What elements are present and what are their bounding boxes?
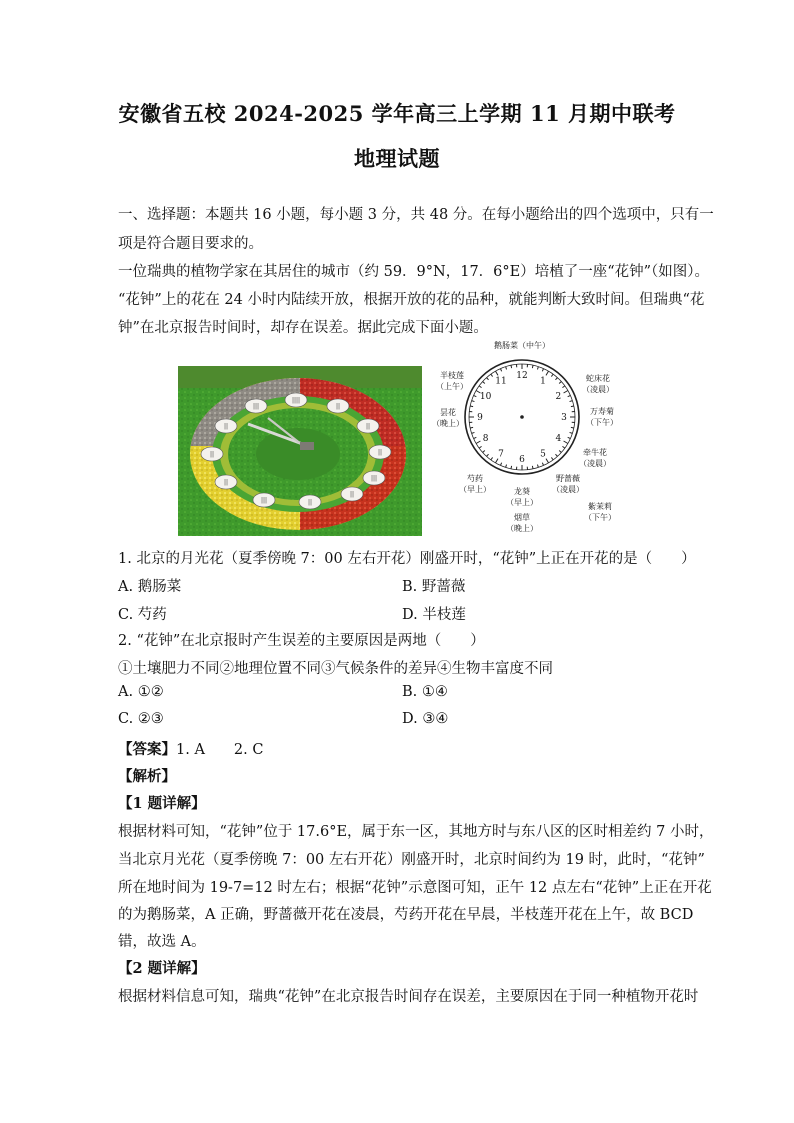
dial-tick (487, 454, 489, 456)
dial-number: 6 (519, 455, 525, 465)
svg-text:||: || (335, 403, 341, 410)
dial-tick (568, 395, 571, 396)
detail1-line: 所在地时间为 19-7=12 时左右；根据“花钟”示意图可知，正午 12 点左右“花钟”上正在开花 (118, 880, 712, 896)
label-zimoli-time: （下午） (584, 513, 616, 522)
dial-tick (470, 406, 473, 407)
dial-tick (491, 374, 493, 376)
label-shaoyao-time: （早上） (459, 485, 491, 494)
label-shechuanghua: 蛇床花 (586, 374, 610, 383)
dial-tick (564, 441, 568, 444)
dial-tick (532, 365, 533, 368)
dial-tick (562, 446, 564, 448)
label-tanhua-time: （晚上） (432, 419, 464, 428)
dial-tick (470, 427, 473, 428)
dial-tick (506, 465, 507, 468)
dial-number: 11 (495, 376, 507, 387)
label-qianniuhua-time: （凌晨） (579, 459, 611, 468)
dial-tick (570, 432, 573, 433)
dial-tick (491, 457, 493, 459)
q1-option-a[interactable]: A. 鹅肠菜 (118, 579, 182, 595)
dial-tick (568, 437, 571, 438)
answer-label: 【答案】 (118, 741, 176, 758)
dial-tick (474, 437, 477, 438)
dial-number: 12 (516, 371, 528, 381)
dial-tick (537, 465, 538, 468)
label-banzhilian: 半枝莲 (440, 371, 464, 380)
q1-option-d[interactable]: D. 半枝莲 (402, 607, 466, 623)
label-yancao-time: （晚上） (506, 524, 538, 533)
material-line: 一位瑞典的植物学家在其居住的城市（约 59．9°N，17．6°E）培植了一座“花钟”（如图）。 (118, 264, 710, 280)
dial-tick (542, 463, 543, 466)
label-echangcai: 鹅肠菜（中午） (494, 341, 550, 350)
dial-number: 7 (498, 449, 504, 460)
dial-tick (500, 369, 501, 372)
q2-option-d[interactable]: D. ③④ (402, 711, 449, 727)
q2-option-a[interactable]: A. ①② (118, 684, 164, 700)
flower-clock-photo (178, 366, 422, 536)
dial-tick (555, 378, 557, 380)
q1-option-c[interactable]: C. 芍药 (118, 607, 167, 623)
label-yeqiangwei: 野蔷薇 (556, 474, 580, 483)
dial-tick (506, 367, 507, 370)
answer-text: 1. A 2. C (176, 742, 264, 758)
dial-tick (479, 446, 481, 448)
dial-number: 2 (555, 392, 562, 402)
detail2-line: 根据材料信息可知，瑞典“花钟”在北京报告时间存在误差，主要原因在于同一种植物开花时 (118, 989, 699, 1005)
dial-tick (562, 386, 564, 388)
dial-tick (483, 382, 485, 384)
label-longkui-time: （早上） (506, 498, 538, 507)
label-shaoyao: 芍药 (467, 474, 483, 483)
dial-tick (487, 378, 489, 380)
doc-subtitle: 地理试题 (354, 146, 440, 171)
dial-tick (483, 450, 485, 452)
svg-text:|||: ||| (260, 497, 268, 504)
q1-stem: 1. 北京的月光花（夏季傍晚 7：00 左右开花）刚盛开时，“花钟”上正在开花的是（ ） (118, 551, 696, 567)
dial-number: 4 (555, 434, 562, 444)
dial-tick (551, 457, 553, 459)
dial-tick (500, 463, 501, 466)
material-line: 钟”在北京报告时间时，却存在误差。据此完成下面小题。 (118, 320, 488, 336)
svg-text:|||: ||| (370, 475, 378, 482)
dial-tick (479, 386, 481, 388)
dial-tick (537, 367, 538, 370)
detail1-line: 根据材料可知，“花钟”位于 17.6°E，属于东一区，其地方时与东八区的区时相差约 7 小时， (118, 824, 714, 840)
analysis-label: 【解析】 (118, 768, 176, 785)
label-longkui: 龙葵 (514, 487, 530, 496)
svg-text:||: || (307, 499, 313, 506)
dial-number: 1 (540, 376, 546, 387)
dial-number: 8 (482, 434, 489, 444)
svg-text:||: || (365, 423, 371, 430)
dial-tick (511, 466, 512, 469)
q1-option-b[interactable]: B. 野蔷薇 (402, 579, 466, 595)
q2-stem: 2. “花钟”在北京报时产生误差的主要原因是两地（ ） (118, 633, 485, 649)
dial-tick (559, 450, 561, 452)
dial-number: 9 (477, 413, 483, 423)
svg-text:||: || (377, 449, 383, 456)
dial-tick (474, 395, 477, 396)
dial-tick (476, 441, 480, 444)
section-header-line: 项是符合题目要求的。 (118, 236, 263, 252)
svg-text:||: || (349, 491, 355, 498)
material-line: “花钟”上的花在 24 小时内陆续开放，根据开放的花的品种，就能判断大致时间。但瑞典“花 (118, 292, 705, 308)
label-wanshouju-time: （下午） (586, 418, 618, 427)
svg-text:||||: |||| (291, 397, 301, 404)
dial-tick (564, 391, 568, 394)
svg-text:|||: ||| (252, 403, 260, 410)
dial-tick (496, 371, 499, 375)
detail1-line: 错，故选 A。 (118, 934, 206, 950)
dial-tick (472, 401, 475, 402)
q2-option-c[interactable]: C. ②③ (118, 711, 164, 727)
label-yancao: 烟草 (514, 513, 530, 522)
label-qianniuhua: 牵牛花 (583, 448, 607, 457)
svg-text:||: || (223, 479, 229, 486)
svg-text:||: || (209, 451, 215, 458)
detail2-label: 【2 题详解】 (118, 960, 206, 977)
dial-tick (570, 401, 573, 402)
svg-text:||: || (223, 423, 229, 430)
dial-tick (555, 454, 557, 456)
doc-title: 安徽省五校 2024-2025 学年高三上学期 11 月期中联考 (118, 101, 676, 126)
dial-number: 3 (561, 413, 567, 423)
dial-tick (546, 371, 549, 375)
detail1-label: 【1 题详解】 (118, 795, 206, 812)
dial-tick (571, 427, 574, 428)
q2-statements: ①土壤肥力不同②地理位置不同③气候条件的差异④生物丰富度不同 (118, 661, 553, 677)
dial-tick (551, 374, 553, 376)
q2-option-b[interactable]: B. ①④ (402, 684, 448, 700)
label-banzhilian-time: （上午） (436, 382, 468, 391)
detail1-line: 的为鹅肠菜，A 正确，野蔷薇开花在凌晨，芍药开花在早晨，半枝莲开花在上午，故 BCD (118, 907, 694, 923)
dial-number: 5 (540, 449, 546, 460)
dial-tick (542, 369, 543, 372)
flower-clock-dial (430, 337, 625, 537)
dial-tick (546, 459, 549, 463)
label-zimoli: 紫茉莉 (588, 502, 612, 511)
dial-tick (571, 406, 574, 407)
section-header-line: 一、选择题：本题共 16 小题，每小题 3 分，共 48 分。在每小题给出的四个选项中，只有一 (118, 207, 714, 223)
label-yeqiangwei-time: （凌晨） (552, 485, 584, 494)
answer-line (118, 738, 263, 759)
dial-tick (472, 432, 475, 433)
dial-tick (511, 365, 512, 368)
label-shechuanghua-time: （凌晨） (582, 385, 614, 394)
dial-number: 10 (479, 392, 492, 402)
dial-tick (559, 382, 561, 384)
detail1-line: 当北京月光花（夏季傍晚 7：00 左右开花）刚盛开时，北京时间约为 19 时，此时，“花钟” (118, 852, 705, 868)
dial-tick (532, 466, 533, 469)
label-tanhua: 昙花 (440, 408, 456, 417)
label-wanshouju: 万寿菊 (590, 407, 614, 416)
